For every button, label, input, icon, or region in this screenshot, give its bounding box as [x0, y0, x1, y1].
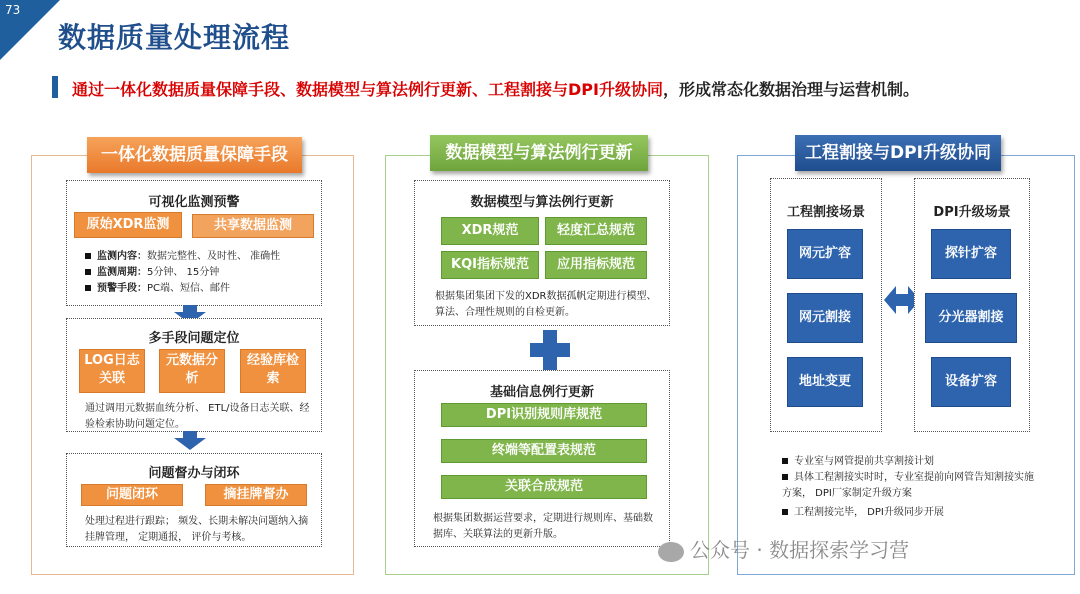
device-expand-button[interactable]: 设备扩容: [931, 357, 1011, 407]
right-bullet-1: 专业室与网管提前共享割接计划: [782, 452, 934, 467]
monitor-title: 可视化监测预警: [148, 195, 240, 210]
bullet-alert-method: 预警手段：PC端、短信、邮件: [85, 279, 230, 294]
subtitle: [72, 77, 919, 100]
xdr-spec-button[interactable]: XDR规范: [441, 217, 539, 245]
experience-search-button[interactable]: 经验库检索: [240, 349, 306, 393]
locate-title: 多手段问题定位: [148, 331, 240, 346]
log-correlation-button[interactable]: LOG日志关联: [79, 349, 145, 393]
splitter-cutover-button[interactable]: 分光器割接: [925, 293, 1017, 343]
section-cutover: [770, 178, 882, 432]
dpi-title: DPI升级场景: [933, 205, 1011, 220]
raw-xdr-monitor-button[interactable]: 原始XDR监测: [74, 212, 182, 238]
bullet-icon: [782, 509, 788, 515]
bullet-monitor-period: 监测周期：5分钟、 15分钟: [85, 263, 219, 278]
address-change-button[interactable]: 地址变更: [787, 357, 863, 407]
arrow-down-icon: [174, 438, 206, 450]
page-number: 73: [5, 3, 21, 17]
section-locate: [66, 318, 322, 432]
wechat-icon: [658, 542, 684, 562]
bullet-icon: [85, 285, 91, 291]
right-bullet-3: 工程割接完毕， DPI升级同步开展: [782, 503, 944, 518]
model-title: 数据模型与算法例行更新: [470, 195, 614, 210]
bullet-monitor-content: 监测内容：数据完整性、及时性、 准确性: [85, 247, 280, 262]
app-metric-spec-button[interactable]: 应用指标规范: [545, 251, 647, 279]
terminal-config-spec-button[interactable]: 终端等配置表规范: [441, 439, 647, 463]
subtitle-rest: ，形成常态化数据治理与运营机制。: [662, 80, 919, 99]
shared-data-monitor-button[interactable]: 共享数据监测: [192, 214, 314, 238]
section-model: [414, 180, 670, 326]
watermark-text: 公众号 · 数据探索学习营: [690, 538, 910, 562]
supervise-button[interactable]: 摘挂牌督办: [205, 484, 307, 506]
section-monitor: [66, 180, 322, 306]
section-dpi: [914, 178, 1030, 432]
dpi-rule-spec-button[interactable]: DPI识别规则库规范: [441, 403, 647, 427]
light-summary-spec-button[interactable]: 轻度汇总规范: [545, 217, 647, 245]
bullet-icon: [85, 253, 91, 259]
base-title: 基础信息例行更新: [489, 385, 594, 400]
close-description: 处理过程进行跟踪； 频发、长期未解决问题纳入摘挂牌管理， 定期通报， 评价与考核。: [85, 516, 309, 543]
bullet-icon: [782, 458, 788, 464]
watermark: [658, 534, 909, 563]
ne-expand-button[interactable]: 网元扩容: [787, 229, 863, 279]
association-spec-button[interactable]: 关联合成规范: [441, 475, 647, 499]
ribbon-quality-assurance: 一体化数据质量保障手段: [87, 137, 302, 173]
locate-description: 通过调用元数据血统分析、 ETL/设备日志关联、经验检索协助问题定位。: [85, 403, 310, 430]
cutover-title: 工程割接场景: [786, 205, 865, 220]
ribbon-model-update: 数据模型与算法例行更新: [430, 135, 648, 171]
subtitle-highlight: 通过一体化数据质量保障手段、数据模型与算法例行更新、工程割接与DPI升级协同: [72, 80, 663, 99]
metadata-analysis-button[interactable]: 元数据分析: [159, 349, 225, 393]
page-title: 数据质量处理流程: [58, 21, 291, 54]
issue-close-button[interactable]: 问题闭环: [81, 484, 183, 506]
section-base-info: [414, 370, 670, 547]
section-close: [66, 453, 322, 547]
probe-expand-button[interactable]: 探针扩容: [931, 229, 1011, 279]
ne-cutover-button[interactable]: 网元割接: [787, 293, 863, 343]
ribbon-cutover-dpi: 工程割接与DPI升级协同: [795, 135, 1001, 171]
bullet-icon: [782, 474, 788, 480]
right-bullet-2: 具体工程割接实时时，专业室提前向网管告知割接实施方案， DPI厂家制定升级方案: [782, 472, 1034, 499]
plus-icon: [530, 330, 570, 370]
subtitle-marker: [52, 76, 58, 98]
kqi-spec-button[interactable]: KQI指标规范: [441, 251, 539, 279]
base-description: 根据集团数据运营要求，定期进行规则库、基础数据库、关联算法的更新升版。: [433, 513, 653, 540]
model-description: 根据集团集团下发的XDR数据孤帆定期进行模型、算法、合理性规则的自检更新。: [435, 291, 657, 318]
bullet-icon: [85, 269, 91, 275]
close-title: 问题督办与闭环: [148, 466, 240, 481]
